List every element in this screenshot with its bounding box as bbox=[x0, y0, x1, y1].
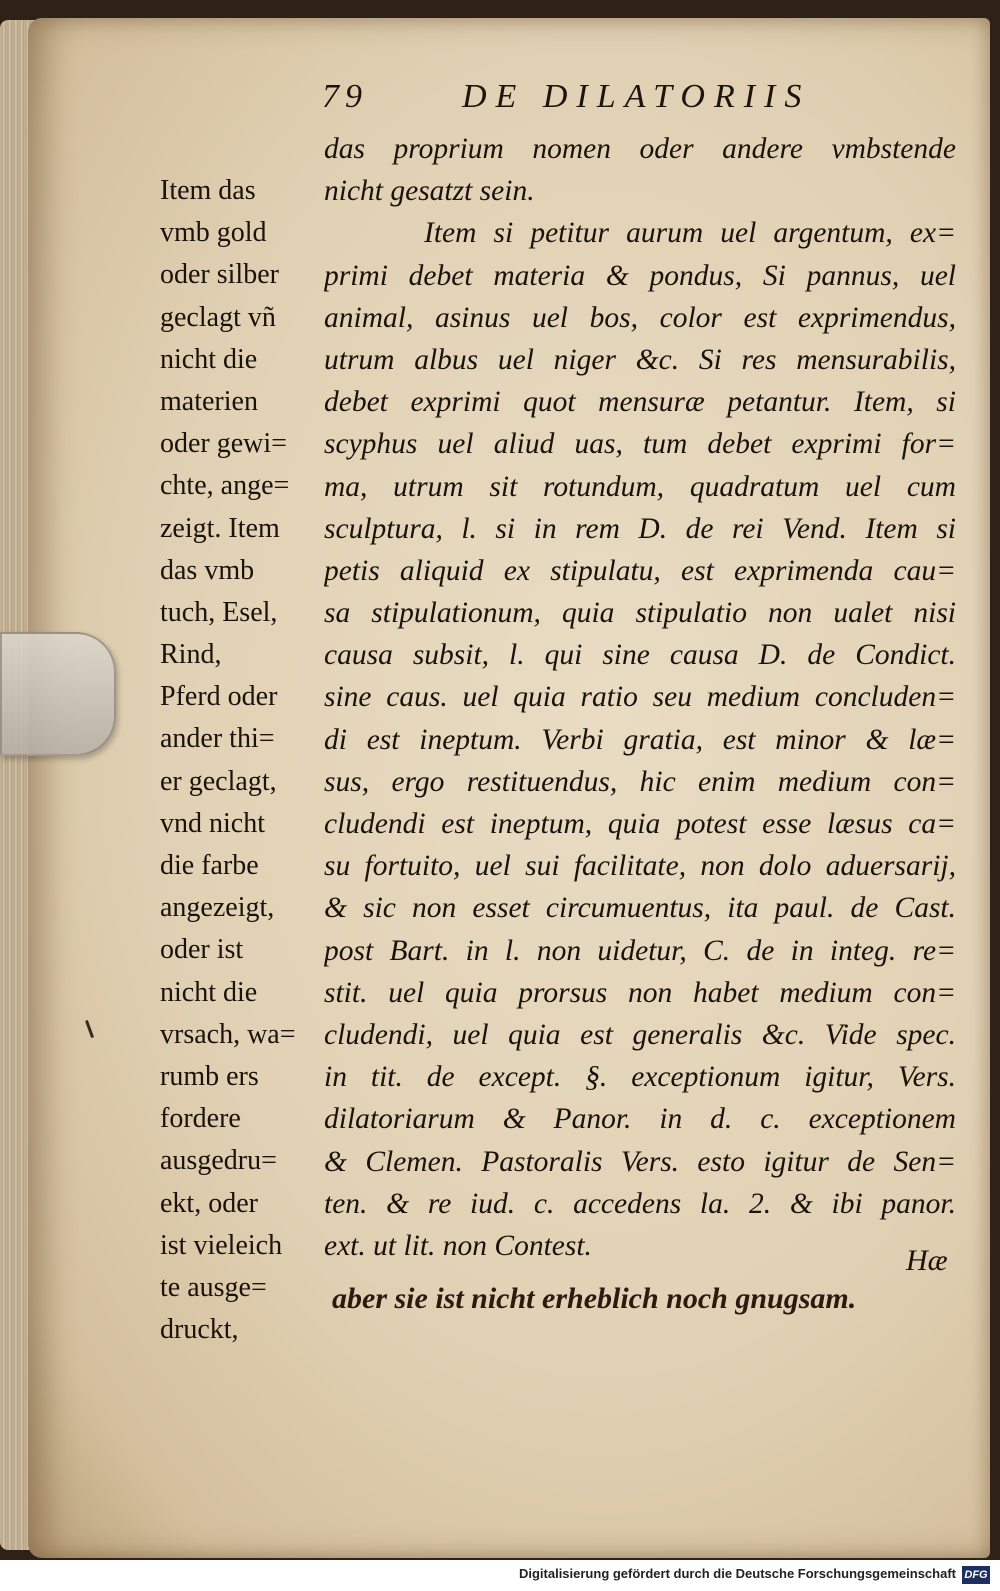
margin-line: fordere bbox=[160, 1103, 241, 1135]
margin-line: das vmb bbox=[160, 554, 255, 586]
text-line: animal, asinus uel bos, color est exprimendus, bbox=[324, 301, 956, 334]
margin-line: te ausge= bbox=[160, 1271, 267, 1303]
margin-line: rumb ers bbox=[160, 1060, 259, 1092]
text-line: sa stipulationum, quia stipulatio non ualet nisi bbox=[324, 597, 956, 630]
text-line: su fortuito, uel sui facilitate, non dolo aduersarij, bbox=[324, 850, 956, 883]
text-line: post Bart. in l. non uidetur, C. de in integ. re= bbox=[324, 934, 956, 967]
footer-bar bbox=[0, 1560, 1000, 1591]
margin-line: angezeigt, bbox=[160, 892, 275, 924]
margin-line: vrsach, wa= bbox=[160, 1018, 296, 1050]
page-clip bbox=[0, 632, 116, 756]
text-line: & sic non esset circumuentus, ita paul. de Cast. bbox=[324, 892, 956, 925]
margin-line: Rind, bbox=[160, 639, 222, 671]
text-line: sine caus. uel quia ratio seu medium concluden= bbox=[324, 681, 956, 714]
margin-line: ander thi= bbox=[160, 723, 275, 755]
text-line: cludendi, uel quia est generalis &c. Vide spec. bbox=[324, 1018, 956, 1051]
margin-line: oder ist bbox=[160, 934, 244, 966]
text-line: causa subsit, l. qui sine causa D. de Condict. bbox=[324, 639, 956, 672]
text-line: debet exprimi quot mensuræ petantur. Item, si bbox=[324, 386, 956, 419]
margin-line: zeigt. Item bbox=[160, 512, 280, 544]
text-line: sus, ergo restituendus, hic enim medium con= bbox=[324, 765, 956, 798]
margin-line: Item das bbox=[160, 175, 256, 206]
margin-line: er geclagt, bbox=[160, 765, 277, 797]
margin-line: vmb gold bbox=[160, 217, 267, 249]
running-header bbox=[322, 78, 842, 122]
text-line: petis aliquid ex stipulatu, est exprimenda cau= bbox=[324, 554, 956, 587]
margin-line: druckt, bbox=[160, 1314, 239, 1346]
handwritten-note: aber sie ist nicht erheblich noch gnugsam. bbox=[332, 1282, 857, 1315]
margin-line: chte, ange= bbox=[160, 470, 290, 502]
main-text bbox=[324, 128, 956, 1267]
text-line: scyphus uel aliud uas, tum debet exprimi for= bbox=[324, 428, 956, 461]
text-line: utrum albus uel niger &c. Si res mensurabilis, bbox=[324, 343, 956, 376]
margin-line: nicht die bbox=[160, 343, 258, 375]
text-line: ma, utrum sit rotundum, quadratum uel cum bbox=[324, 470, 956, 503]
margin-line: nicht die bbox=[160, 976, 258, 1008]
text-line: stit. uel quia prorsus non habet medium con= bbox=[324, 976, 956, 1009]
margin-line: die farbe bbox=[160, 850, 259, 881]
text-line: & Clemen. Pastoralis Vers. esto igitur de Sen= bbox=[324, 1145, 956, 1178]
text-line: ten. & re iud. c. accedens la. 2. & ibi panor. bbox=[324, 1187, 956, 1220]
text-line: cludendi est ineptum, quia potest esse læsus ca= bbox=[324, 808, 956, 840]
text-line: di est ineptum. Verbi gratia, est minor & læ= bbox=[324, 723, 956, 756]
margin-line: tuch, Esel, bbox=[160, 596, 278, 628]
catchword: Hæ bbox=[906, 1244, 948, 1277]
dfg-logo: DFG bbox=[962, 1566, 990, 1584]
text-line: sculptura, l. si in rem D. de rei Vend. Item si bbox=[324, 512, 956, 545]
margin-line: oder silber bbox=[160, 259, 279, 291]
text-line: primi debet materia & pondus, Si pannus, uel bbox=[324, 259, 956, 292]
margin-line: materien bbox=[160, 385, 258, 417]
text-line: ext. ut lit. non Contest. bbox=[324, 1229, 592, 1262]
margin-line: vnd nicht bbox=[160, 807, 265, 839]
funding-credit: Digitalisierung gefördert durch die Deutsche Forschungsgemeinschaft bbox=[518, 1566, 956, 1581]
margin-line: ekt, oder bbox=[160, 1187, 258, 1219]
text-line: Item si petitur aurum uel argentum, ex= bbox=[424, 217, 956, 250]
margin-line: geclagt vñ bbox=[160, 301, 276, 333]
margin-line: oder gewi= bbox=[160, 428, 287, 460]
page-number: 79 bbox=[322, 78, 368, 115]
margin-line: ausgedru= bbox=[160, 1145, 277, 1177]
margin-gloss bbox=[160, 170, 320, 1351]
margin-line: ist vieleich bbox=[160, 1229, 283, 1261]
text-line: dilatoriarum & Panor. in d. c. exceptionem bbox=[324, 1103, 956, 1136]
text-line: in tit. de except. §. exceptionum igitur, Vers. bbox=[324, 1061, 956, 1094]
margin-line: Pferd oder bbox=[160, 681, 278, 713]
text-line: das proprium nomen oder andere vmbstende bbox=[324, 133, 956, 165]
running-title: DE DILATORIIS bbox=[462, 78, 811, 115]
text-line: nicht gesatzt sein. bbox=[324, 175, 535, 208]
